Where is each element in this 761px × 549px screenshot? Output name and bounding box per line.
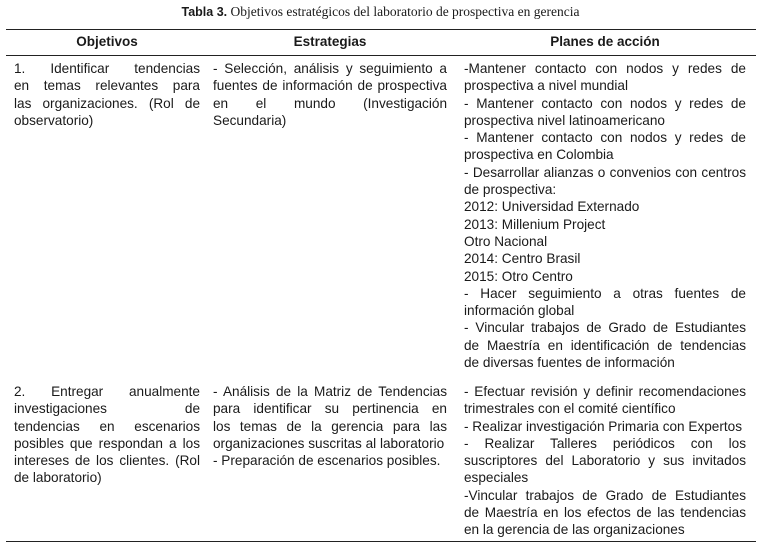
cell-line: posibles que respondan a los (14, 435, 200, 451)
cell-line: 2. Entregar anualmente (14, 384, 200, 399)
cell-line: observatorio) (14, 112, 94, 128)
cell-objetivo (14, 383, 200, 487)
table-caption (0, 4, 761, 20)
cell-line: - Mantener contacto con nodos y redes de (464, 95, 746, 111)
cell-line: 1. Identificar tendencias (14, 61, 200, 76)
caption-label: Tabla 3. (181, 5, 228, 19)
cell-line: - Realizar investigación Primaria con Expertos (464, 418, 743, 434)
header-rule (6, 55, 756, 56)
cell-line: - Desarrollar alianzas o convenios con centros (464, 164, 746, 180)
cell-line: - Vincular trabajos de Grado de Estudiantes (464, 320, 746, 336)
cell-line: tendencias en escenarios (14, 418, 200, 434)
cell-line: en la gerencia de las organizaciones (464, 522, 685, 538)
cell-line: 2015: Otro Centro (464, 268, 573, 284)
cell-line: de prospectiva: (464, 182, 557, 198)
cell-line: intereses de los clientes. (Rol (14, 453, 200, 469)
cell-line: los temas de la gerencia para las (213, 418, 447, 434)
cell-line: prospectiva nivel latinoamericano (464, 112, 665, 128)
cell-line: en temas relevantes para (14, 78, 200, 94)
cell-line: de laboratorio) (14, 470, 102, 486)
cell-line: en el mundo (Investigación (213, 95, 447, 111)
cell-line: - Hacer seguimiento a otras fuentes de (464, 285, 746, 301)
cell-line: Otro Nacional (464, 233, 548, 249)
cell-planes (464, 60, 746, 371)
cell-line: organizaciones suscritas al laboratorio (213, 435, 445, 451)
cell-line: - Efectuar revisión y definir recomendaciones (464, 384, 746, 399)
cell-line: -Mantener contacto con nodos y redes de (464, 61, 746, 76)
cell-line: prospectiva en Colombia (464, 147, 614, 163)
cell-estrategias (213, 60, 447, 129)
cell-objetivo (14, 60, 200, 129)
cell-estrategias (213, 383, 447, 469)
header-planes: Planes de acción (550, 34, 660, 49)
cell-line: de Maestría en identificación de tendencias (464, 337, 746, 353)
cell-line: - Análisis de la Matriz de Tendencias (213, 384, 447, 399)
cell-line: - Selección, análisis y seguimiento a (213, 61, 447, 76)
cell-line: fuentes de información de prospectiva (213, 78, 447, 94)
cell-line: suscriptores del Laboratorio y sus invitados (464, 453, 746, 469)
bottom-rule (6, 541, 756, 542)
header-objetivos: Objetivos (76, 34, 138, 49)
header-estrategias: Estrategias (293, 34, 367, 49)
cell-line: investigaciones de (14, 401, 200, 417)
cell-line: 2013: Millenium Project (464, 216, 606, 232)
cell-line: -Vincular trabajos de Grado de Estudiantes (464, 487, 746, 503)
cell-line: - Preparación de escenarios posibles. (213, 453, 441, 469)
cell-line: 2014: Centro Brasil (464, 251, 581, 267)
cell-line: prospectiva a nivel mundial (464, 78, 628, 94)
cell-line: Secundaria) (213, 112, 287, 128)
cell-line: trimestrales con el comité científico (464, 401, 676, 417)
caption-text: Objetivos estratégicos del laboratorio de prospectiva en gerencia (227, 4, 580, 19)
cell-line: - Realizar Talleres periódicos con los (464, 435, 746, 451)
cell-line: las organizaciones. (Rol de (14, 95, 200, 111)
cell-line: - Mantener contacto con nodos y redes de (464, 130, 746, 146)
cell-planes (464, 383, 746, 539)
cell-line: de Maestría en los efectos de las tendencias (464, 505, 746, 521)
cell-line: información global (464, 303, 575, 319)
top-rule (6, 29, 756, 30)
cell-line: para identificar su pertinencia en (213, 401, 447, 417)
cell-line: de diversas fuentes de información (464, 355, 675, 371)
cell-line: especiales (464, 470, 529, 486)
cell-line: 2012: Universidad Externado (464, 199, 640, 215)
